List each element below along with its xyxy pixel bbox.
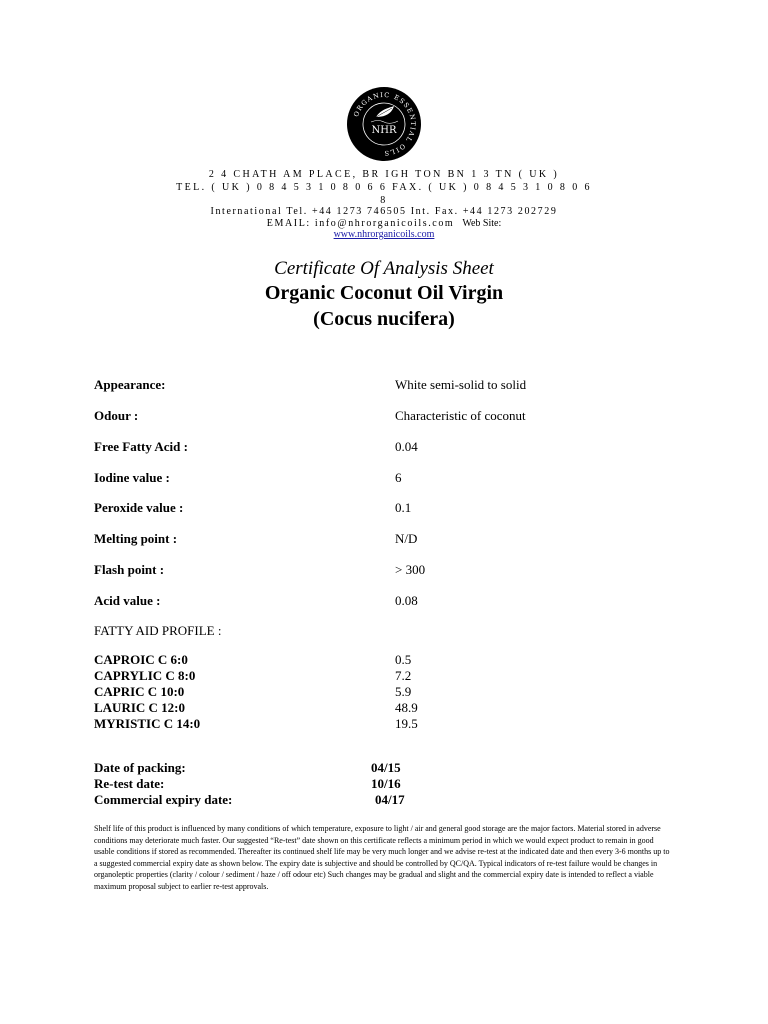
date-label: Re-test date: (94, 776, 165, 791)
fatty-acid-value: 19.5 (395, 716, 418, 731)
date-label: Commercial expiry date: (94, 792, 233, 807)
fatty-acid-row (94, 668, 412, 684)
property-value: > 300 (395, 562, 426, 577)
property-value: 0.04 (395, 439, 418, 454)
product-name: Organic Coconut Oil Virgin (264, 282, 504, 304)
property-value: 0.1 (395, 500, 412, 515)
fatty-acid-value: 7.2 (395, 668, 412, 683)
property-label: Odour : (94, 408, 139, 423)
fatty-profile-heading (94, 623, 221, 639)
property-row (94, 408, 526, 424)
product-latin-name: (Cocus nucifera) (313, 308, 455, 330)
property-value: White semi-solid to solid (395, 377, 527, 392)
date-row (94, 792, 405, 808)
address-line: 2 4 CHATH AM PLACE, BR IGH TON BN 1 3 TN ( UK ) (208, 169, 560, 180)
property-row (94, 470, 402, 486)
property-row (94, 439, 418, 455)
property-label: Free Fatty Acid : (94, 439, 188, 454)
fatty-acid-value: 5.9 (395, 684, 412, 699)
logo-ring-text: ORGANIC ESSENTIAL OILS (352, 90, 418, 158)
nhr-logo (346, 86, 422, 162)
date-value: 04/15 (371, 760, 401, 775)
fatty-acid-value: 48.9 (395, 700, 418, 715)
fatty-acid-label: MYRISTIC C 14:0 (94, 716, 201, 731)
email-text: EMAIL: info@nhrorganicoils.com (266, 218, 455, 229)
international-line: International Tel. +44 1273 746505 Int. Fax. +44 1273 202729 (210, 206, 558, 217)
property-row (94, 562, 426, 578)
website-label: Web Site: (462, 218, 502, 229)
tel-fax-line: TEL. ( UK ) 0 8 4 5 3 1 0 8 0 6 6 FAX. ( UK ) 0 8 4 5 3 1 0 8 0 6 (176, 182, 592, 193)
fatty-acid-label: CAPRIC C 10:0 (94, 684, 185, 699)
fatty-acid-row (94, 700, 418, 716)
property-value: Characteristic of coconut (395, 408, 526, 423)
property-row (94, 531, 418, 547)
property-value: 6 (395, 470, 402, 485)
fatty-acid-row (94, 652, 412, 668)
fatty-profile-heading-text: FATTY AID PROFILE : (94, 623, 222, 638)
date-row (94, 776, 401, 792)
property-value: 0.08 (395, 593, 418, 608)
property-label: Acid value : (94, 593, 161, 608)
date-value: 10/16 (371, 776, 401, 791)
website-line (0, 228, 768, 241)
tel-fax-cont: 8 (380, 195, 388, 206)
property-row (94, 593, 418, 609)
shelf-life-disclaimer: Shelf life of this product is influenced by many conditions of which temperature, exposure to light / air and general good storage are the major factors. Material stored in adverse conditions may deteriorate much faster. Our suggested “Re-test” date shown on this certificate reflects a minimum period in which we would expect product to remain in good usable conditions if stored as recommended. Thereafter its continued shelf life may be very much longer and we advise re-test at the indicated date and then every 3-6 months up to a suggested commercial expiry date as shown below. The expiry date is subjective and should be controlled by QC/QA. Typical indicators of re-test failure would be changes in organoleptic properties (clarity / colour / sediment / haze / off odour etc) Such changes may be gradual and slight and the commercial expiry date is intended to reflect a viable maximum proposal subject to earlier re-test approvals. (94, 824, 670, 891)
fatty-acid-label: LAURIC C 12:0 (94, 700, 185, 715)
property-label: Melting point : (94, 531, 178, 546)
website-link[interactable]: www.nhrorganicoils.com (333, 229, 435, 240)
date-row (94, 760, 401, 776)
property-value: N/D (395, 531, 418, 546)
property-row (94, 377, 527, 393)
property-label: Appearance: (94, 377, 166, 392)
property-label: Iodine value : (94, 470, 170, 485)
fatty-acid-row (94, 716, 418, 732)
logo-brand: NHR (371, 125, 397, 136)
fatty-acid-label: CAPRYLIC C 8:0 (94, 668, 196, 683)
property-label: Flash point : (94, 562, 165, 577)
fatty-acid-row (94, 684, 412, 700)
fatty-acid-value: 0.5 (395, 652, 412, 667)
property-label: Peroxide value : (94, 500, 184, 515)
fatty-acid-label: CAPROIC C 6:0 (94, 652, 188, 667)
certificate-title: Certificate Of Analysis Sheet (274, 258, 494, 279)
date-value: 04/17 (375, 792, 405, 807)
property-row (94, 500, 412, 516)
date-label: Date of packing: (94, 760, 186, 775)
